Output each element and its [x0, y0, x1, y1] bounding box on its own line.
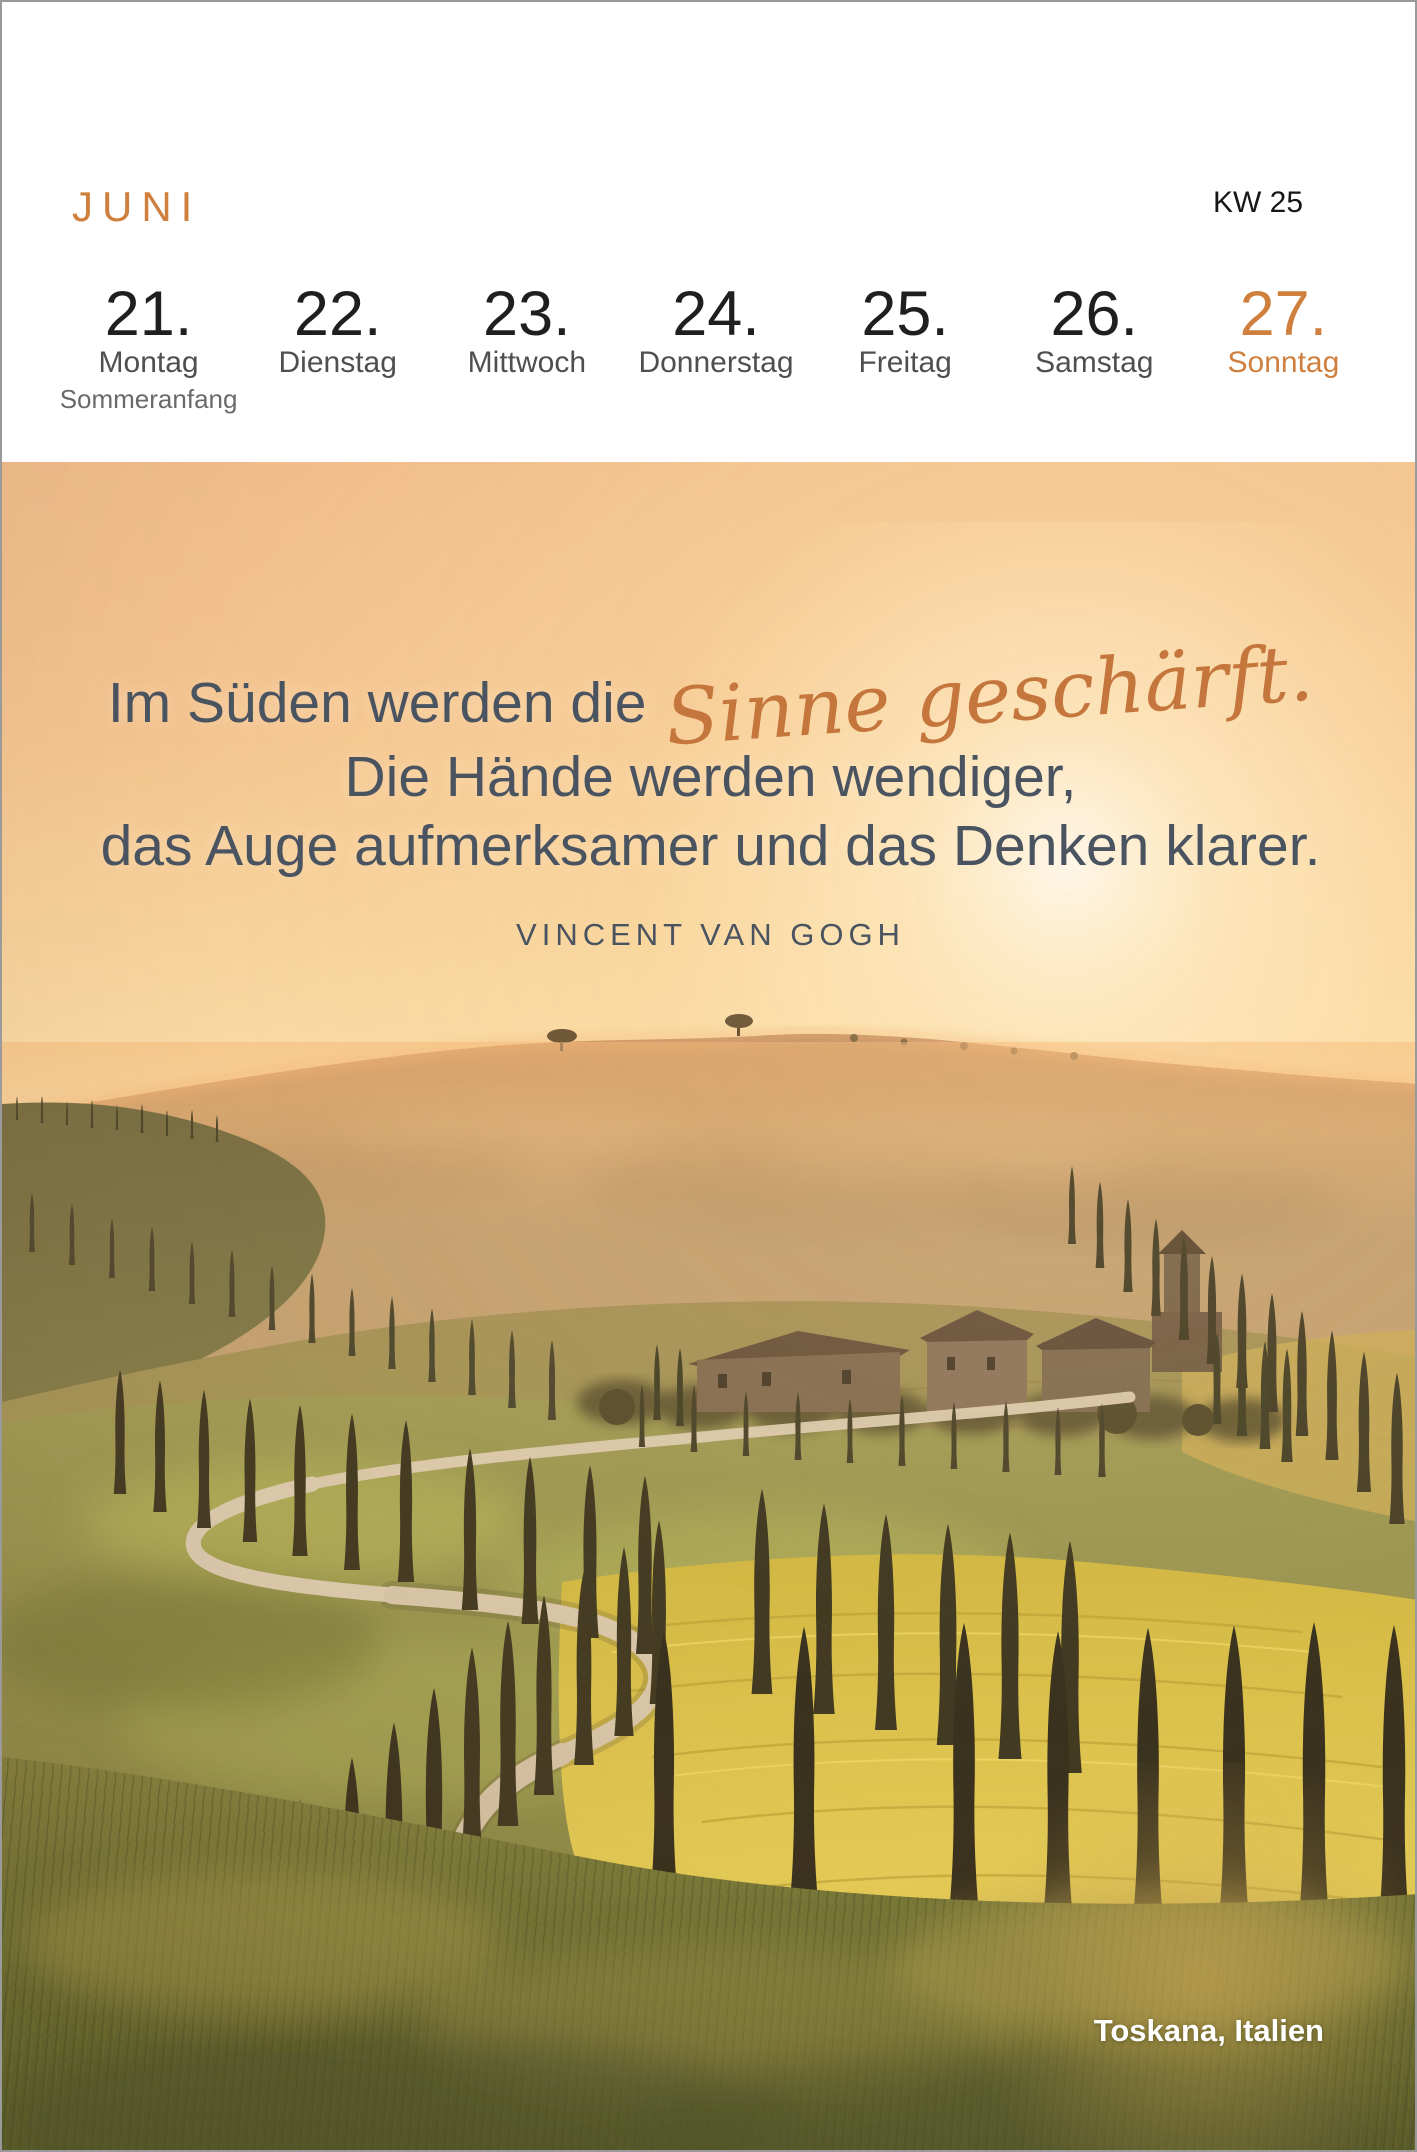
day-column-saturday: [1000, 279, 1189, 412]
quote-line-1: [2, 628, 1417, 764]
day-number: 26.: [1050, 279, 1139, 349]
day-number: 23.: [483, 279, 571, 349]
day-number: 22.: [293, 279, 382, 349]
day-column-monday: [54, 279, 243, 414]
photo-location-label: Toskana, Italien: [1093, 2013, 1324, 2048]
day-name: Samstag: [1035, 346, 1154, 379]
month-title: JUNI: [72, 183, 202, 230]
week-days-row: [54, 279, 1378, 414]
quote-line-1-regular: Im Süden werden die: [107, 671, 647, 735]
day-column-friday: [811, 279, 1000, 412]
day-column-thursday: [621, 279, 810, 412]
day-number: 27.: [1239, 279, 1328, 349]
day-number: 24.: [672, 279, 760, 349]
day-number: 25.: [861, 279, 949, 349]
day-column-wednesday: [432, 279, 621, 412]
day-name: Freitag: [858, 346, 952, 379]
tuscany-photo: [2, 462, 1417, 2152]
day-name: Montag: [98, 346, 199, 379]
day-note: Sommeranfang: [59, 384, 238, 414]
calendar-week-label: KW 25: [1212, 186, 1303, 219]
day-name: Donnerstag: [638, 346, 794, 379]
day-column-sunday: [1189, 279, 1378, 412]
quote-line-3: das Auge aufmerksamer und das Denken klarer.: [100, 814, 1321, 878]
quote-line-1-script: Sinne geschärft.: [662, 628, 1316, 764]
quote-line-2: Die Hände werden wendiger,: [344, 745, 1077, 809]
day-name: Dienstag: [278, 346, 397, 379]
day-name: Sonntag: [1227, 346, 1340, 379]
day-name: Mittwoch: [467, 346, 587, 379]
day-number: 21.: [104, 279, 193, 349]
day-column-tuesday: [243, 279, 432, 412]
quote-attribution: VINCENT VAN GOGH: [516, 917, 905, 952]
